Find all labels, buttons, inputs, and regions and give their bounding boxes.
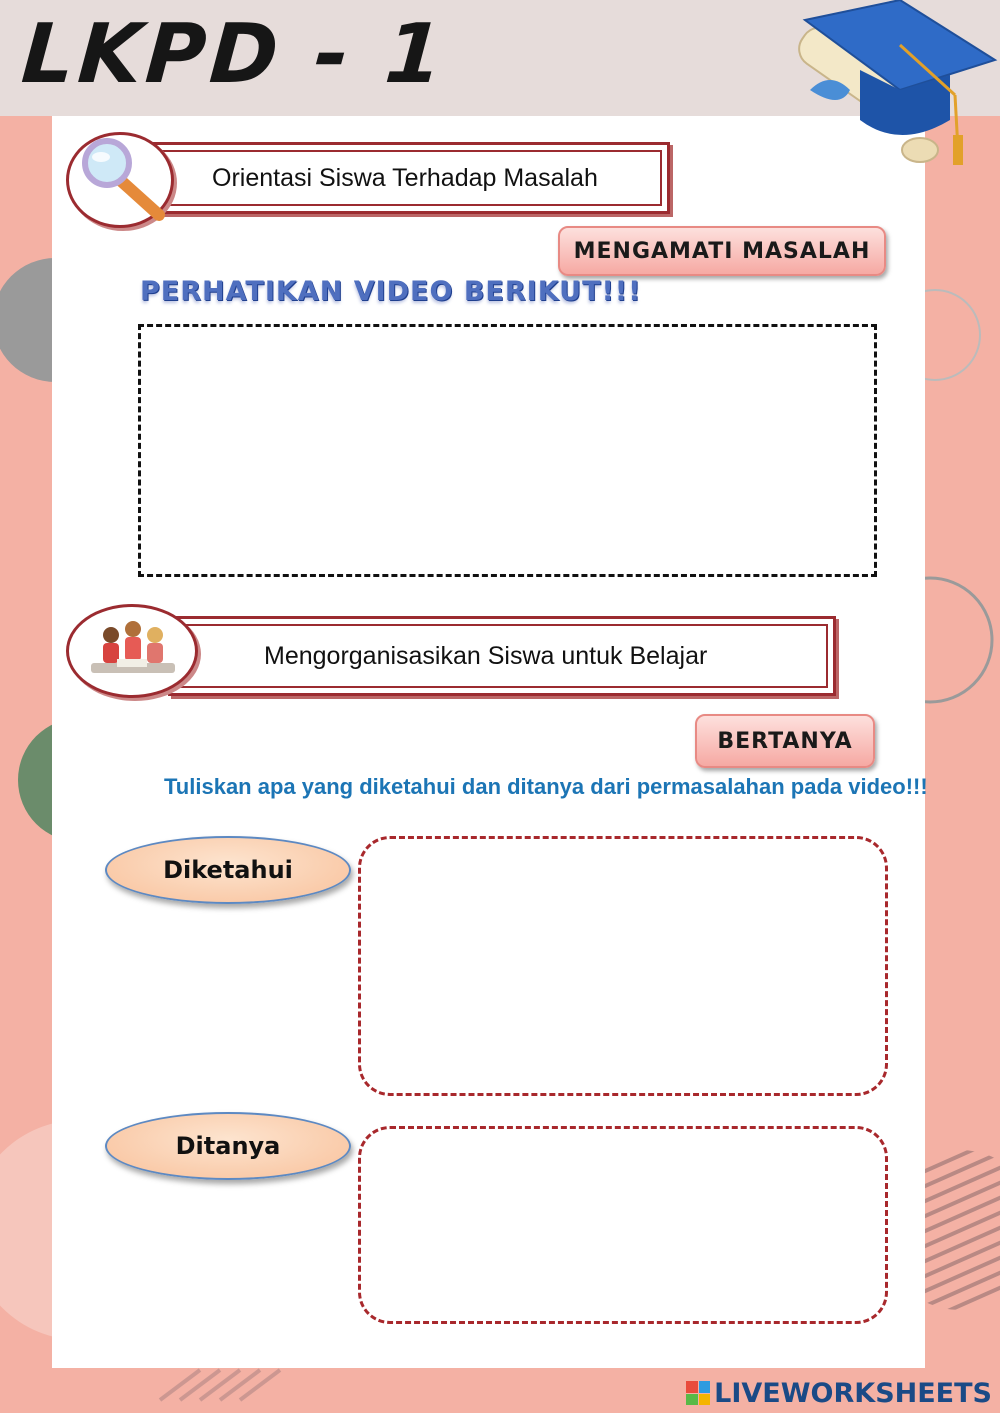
stage-banner-organize — [168, 616, 836, 696]
page-title: LKPD - 1 — [18, 7, 450, 102]
diketahui-answer-box[interactable] — [358, 836, 888, 1096]
liveworksheets-logo-icon — [686, 1381, 710, 1405]
ditanya-label: Ditanya — [105, 1112, 351, 1180]
video-instruction: PERHATIKAN VIDEO BERIKUT!!! — [140, 276, 642, 307]
deco-striped-bottom — [160, 1370, 280, 1400]
mengamati-masalah-button[interactable]: MENGAMATI MASALAH — [558, 226, 886, 276]
stage-banner-label: Mengorganisasikan Siswa untuk Belajar — [264, 641, 708, 670]
liveworksheets-watermark — [686, 1377, 992, 1409]
question-instruction: Tuliskan apa yang diketahui dan ditanya dari permasalahan pada video!!! — [164, 774, 928, 799]
magnifier-icon — [69, 135, 171, 225]
students-icon — [69, 607, 195, 695]
bertanya-button[interactable]: BERTANYA — [695, 714, 875, 768]
stage-banner-label: Orientasi Siswa Terhadap Masalah — [212, 163, 598, 192]
stage-banner-orientation — [148, 142, 670, 214]
students-badge — [66, 604, 198, 698]
graduation-cap-icon — [770, 0, 1000, 190]
diketahui-label: Diketahui — [105, 836, 351, 904]
magnifier-badge — [66, 132, 174, 228]
ditanya-answer-box[interactable] — [358, 1126, 888, 1324]
video-placeholder[interactable] — [138, 324, 877, 577]
watermark-text: LIVEWORKSHEETS — [714, 1377, 992, 1409]
